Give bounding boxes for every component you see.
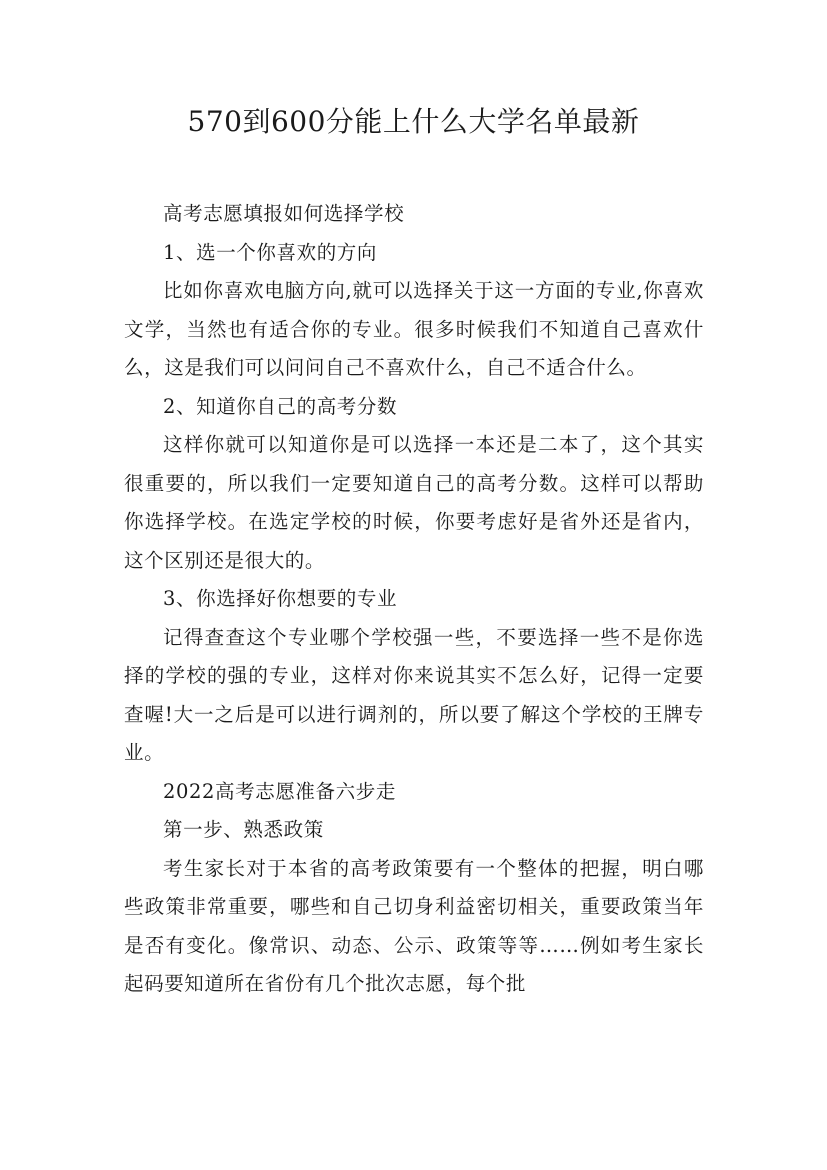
- list-item-heading: 3、你选择好你想要的专业: [163, 587, 398, 610]
- section-heading: 2022高考志愿准备六步走: [163, 779, 396, 803]
- document-title: 570到600分能上什么大学名单最新: [187, 105, 640, 138]
- list-item-heading: 2、知道你自己的高考分数: [163, 394, 398, 418]
- list-item-heading: 1、选一个你喜欢的方向: [163, 240, 378, 264]
- body-paragraph: 记得查查这个专业哪个学校强一些，不要选择一些不是你选择的学校的强的专业，这样对你来说其实不怎么好，记得一定要查喔!大一之后是可以进行调剂的，所以要了解这个学校的王牌专业。: [124, 625, 704, 764]
- body-paragraph: 这样你就可以知道你是可以选择一本还是二本了，这个其实很重要的，所以我们一定要知道自己的高考分数。这样可以帮助你选择学校。在选定学校的时候，你要考虑好是省外还是省内，这个区别还是很大的。: [124, 433, 704, 572]
- body-paragraph: 考生家长对于本省的高考政策要有一个整体的把握，明白哪些政策非常重要，哪些和自己切身利益密切相关，重要政策当年是否有变化。像常识、动态、公示、政策等等……例如考生家长起码要知道所在省份有几个批次志愿，每个批: [124, 856, 704, 995]
- step-heading: 第一步、熟悉政策: [163, 818, 324, 841]
- section-heading: 高考志愿填报如何选择学校: [163, 202, 405, 225]
- document-body: [124, 195, 704, 1004]
- body-paragraph: 比如你喜欢电脑方向,就可以选择关于这一方面的专业,你喜欢文学，当然也有适合你的专业。很多时候我们不知道自己喜欢什么，这是我们可以问问自己不喜欢什么，自己不适合什么。: [124, 279, 704, 379]
